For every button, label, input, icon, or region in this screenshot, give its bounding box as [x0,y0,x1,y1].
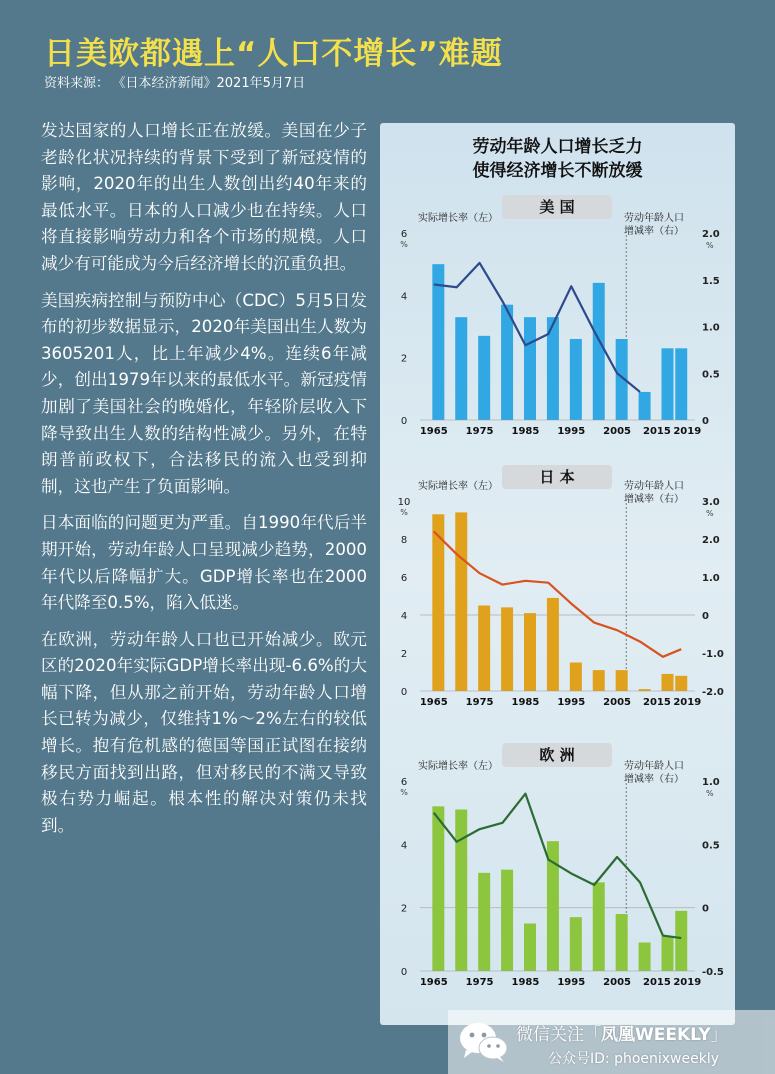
chart-panel-title-line1: 劳动年龄人口增长乏力 [472,137,643,157]
left-tick-label: 4 [400,291,408,303]
right-tick-label: 0 [702,416,709,427]
right-unit-label: % [706,789,714,798]
left-tick-label: 6 [400,229,408,240]
bar [432,264,444,420]
right-axis-series-label: 劳动年龄人口 [624,761,684,772]
bar [478,873,490,971]
watermark-suffix: 」 [710,1025,728,1045]
right-axis-series-label: 增减率（右） [624,494,684,505]
right-tick-label: 3.0 [702,497,720,508]
left-tick-label: 8 [400,535,408,546]
right-tick-label: 0.5 [702,369,720,381]
left-unit-label: % [400,508,408,517]
us-chart [380,195,735,445]
bar [478,606,490,692]
source-label: 资料来源： [44,76,110,91]
x-tick-label: 1975 [465,977,494,988]
right-tick-label: -2.0 [702,687,724,698]
left-tick-label: 0 [400,416,408,427]
x-tick-label: 2015 [642,426,671,437]
bar [547,598,559,691]
bar [524,924,536,972]
source-text: 《日本经济新闻》2021年5月7日 [119,76,306,91]
left-tick-label: 6 [400,573,408,584]
x-tick-label: 2019 [673,977,702,988]
bar [524,613,536,691]
watermark-id-text: 公众号ID: phoenixweekly [548,1051,720,1067]
x-tick-label: 2019 [673,697,702,708]
watermark [448,1010,775,1074]
left-axis-series-label: 实际增长率（左） [418,761,498,772]
x-tick-label: 2005 [603,426,632,437]
left-tick-label: 2 [400,649,408,660]
left-tick-label: 4 [400,840,408,852]
x-tick-label: 1965 [419,977,448,988]
bar [570,339,582,420]
right-tick-label: -1.0 [702,649,724,660]
bar [593,670,605,691]
europe-chart [380,743,735,1003]
right-tick-label: 1.0 [702,573,720,584]
article-paragraph: 发达国家的人口增长正在放缓。美国在少子老龄化状况持续的背景下受到了新冠疫情的影响，2020年的出生人数创出约40年来的最低水平。日本的人口减少也在持续。人口将直接影响劳动力和各个市场的规模。人口减少有可能成为今后经济增长的沉重负担。 [41,121,367,273]
bar [662,348,674,420]
article-paragraph: 美国疾病控制与预防中心（CDC）5月5日发布的初步数据显示，2020年美国出生人数为3605201人，比上年减少4%。连续6年减少，创出1979年以来的最低水平。新冠疫情加剧了美国社会的晚婚化，年轻阶层收入下降导致出生人数的结构性减少。另外，在特朗普前政权下，合法移民的流入也受到抑制，这也产生了负面影响。 [41,290,367,496]
x-tick-label: 2015 [642,977,671,988]
left-unit-label: % [400,788,408,797]
right-axis-series-label: 劳动年龄人口 [624,481,684,492]
bar [639,943,651,972]
bar [455,512,467,691]
right-axis-series-label: 增减率（右） [624,774,684,785]
bar [675,676,687,691]
x-tick-label: 1965 [419,426,448,437]
bar [455,317,467,420]
right-axis-series-label: 劳动年龄人口 [624,213,684,224]
bar [501,870,513,971]
bar [593,882,605,971]
left-tick-label: 6 [400,777,408,788]
right-tick-label: 1.0 [702,322,720,334]
bar [593,283,605,420]
bar [616,914,628,971]
x-tick-label: 1985 [511,697,540,708]
x-tick-label: 2005 [603,977,632,988]
chart-panel-title-line2: 使得经济增长不断放缓 [472,161,643,181]
right-tick-label: 0 [702,611,709,622]
right-tick-label: 1.5 [702,275,720,287]
left-axis-series-label: 实际增长率（左） [418,213,498,224]
wechat-icon [458,1020,510,1064]
watermark-brand: 凤凰WEEKLY [601,1025,711,1045]
watermark-follow-text [516,1020,728,1045]
right-tick-label: -0.5 [702,967,724,978]
x-tick-label: 2015 [642,697,671,708]
x-tick-label: 2019 [673,426,702,437]
bar [675,911,687,971]
region-label: 日 本 [539,468,575,486]
page-title: 日美欧都遇上“人口不增长”难题 [44,36,503,72]
x-tick-label: 1975 [465,697,494,708]
left-tick-label: 0 [400,687,408,698]
region-label: 美 国 [539,198,575,216]
bar [524,317,536,420]
region-label: 欧 洲 [539,746,575,764]
left-tick-label: 2 [400,903,408,915]
x-tick-label: 1975 [465,426,494,437]
left-tick-label: 0 [400,967,408,978]
chart-panel [380,123,735,1025]
right-tick-label: 2.0 [702,229,720,240]
watermark-prefix: 微信关注「 [516,1025,601,1045]
bar [501,607,513,691]
japan-chart [380,465,735,735]
bar [675,348,687,420]
right-unit-label: % [706,241,714,250]
article-paragraph: 在欧洲，劳动年龄人口也已开始减少。欧元区的2020年实际GDP增长率出现-6.6%的大幅下降，但从那之前开始，劳动年龄人口增长已转为减少，仅维持1%～2%左右的较低增长。抱有危机感的德国等国正试图在接纳移民方面找到出路，但对移民的不满又导致极右势力崛起。根本性的解决对策仍未找到。 [41,629,367,835]
source-line [44,72,315,91]
right-tick-label: 0.5 [702,840,720,852]
right-unit-label: % [706,509,714,518]
bar [639,392,651,420]
right-tick-label: 2.0 [702,535,720,546]
bar [570,917,582,971]
bar [455,810,467,972]
bar [478,336,490,420]
x-tick-label: 1985 [511,426,540,437]
x-tick-label: 2005 [603,697,632,708]
x-tick-label: 1995 [557,697,586,708]
article-paragraph: 日本面临的问题更为严重。自1990年代后半期开始，劳动年龄人口呈现减少趋势，2000年代以后降幅扩大。GDP增长率也在2000年代降至0.5%，陷入低迷。 [41,513,367,613]
right-axis-series-label: 增减率（右） [624,226,684,237]
x-tick-label: 1995 [557,426,586,437]
left-axis-series-label: 实际增长率（左） [418,481,498,492]
bar [662,936,674,971]
left-tick-label: 10 [397,497,411,508]
bar [432,806,444,971]
bar [662,674,674,691]
right-tick-label: 0 [702,903,709,915]
left-tick-label: 2 [400,353,408,365]
bar [501,305,513,420]
bar [616,670,628,691]
x-tick-label: 1995 [557,977,586,988]
right-tick-label: 1.0 [702,777,720,788]
x-tick-label: 1965 [419,697,448,708]
left-tick-label: 4 [400,611,408,622]
x-tick-label: 1985 [511,977,540,988]
article-body [41,118,367,849]
left-unit-label: % [400,240,408,249]
chart-panel-title [380,135,735,183]
bar [570,663,582,692]
